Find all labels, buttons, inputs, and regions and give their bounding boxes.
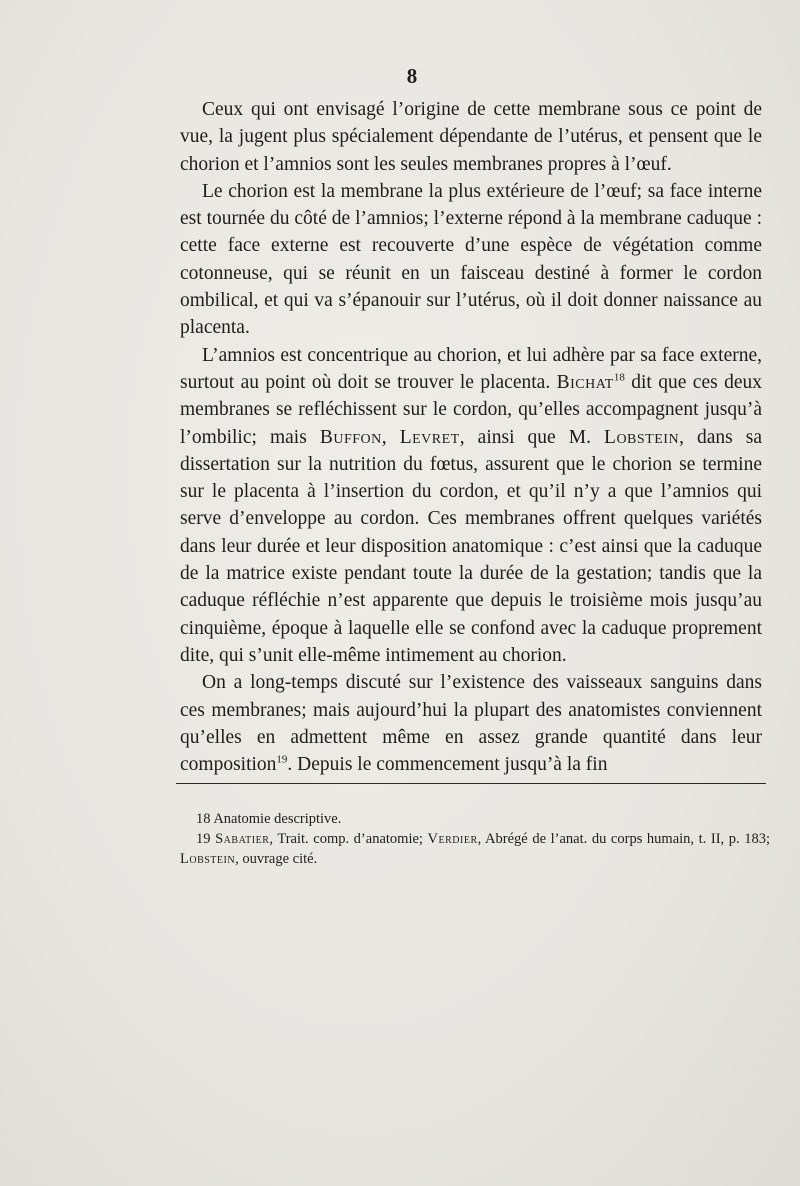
paragraph-4-text-a: On a long-temps discuté sur l’existence des vaisseaux sanguins dans ces membranes; mais aujourd’hui la plupart des anatomistes conviennent qu’elles en admettent même en assez grande quantité dans leur composition: [180, 672, 762, 776]
paragraph-3-text-e: , dans sa dissertation sur la nutrition du fœtus, assurent que le chorion se termine sur le placenta à l’insertion du cordon, et qu’il n’y a que l’amnios qui serve d’enveloppe au cordon. Ces membranes offrent quelques variétés dans leur durée et leur disposition anatomique : c’est ainsi que la caduque de la matrice existe pendant toute la durée de la gestation; tandis que la caduque réfléchie n’est apparente que depuis le troisième mois jusqu’au cinquième, époque à laquelle elle se confond avec la caduque proprement dite, qui s’unit elle-même intimement au chorion.: [180, 426, 763, 666]
footnote-ref-19: 19: [276, 753, 288, 766]
author-lobstein-note: Lobstein: [180, 851, 236, 867]
author-sabatier: Sabatier: [215, 831, 270, 847]
paragraph-3-text-b: dit que ces deux membranes se refléchissent sur le cordon, qu’elles accompagnent jusqu’à l’ombilic; mais: [180, 371, 763, 448]
footnote-19-text-b: , Abrégé de l’anat. du corps humain, t. II, p. 183;: [477, 831, 771, 847]
author-lobstein: Lobstein: [604, 426, 680, 448]
author-buffon: Buffon: [319, 426, 382, 448]
footnote-18: 18 Anatomie descriptive.: [196, 811, 342, 827]
footnote-19-text-a: , Trait. comp. d’anatomie;: [269, 831, 423, 847]
footnote-19-text-c: , ouvrage cité.: [235, 851, 318, 867]
paragraph-1: Ceux qui ont envisagé l’origine de cette membrane sous ce point de vue, la jugent plus spécialement dépendante de l’utérus, et pensent que le chorion et l’amnios sont les seules membranes propres à l’œuf.: [180, 99, 762, 175]
paragraph-3-text-c: ,: [381, 426, 387, 448]
main-text: [180, 96, 762, 778]
paragraph-3-text-a: L’amnios est concentrique au chorion, et lui adhère par sa face externe, surtout au point où doit se trouver le placenta.: [180, 344, 762, 393]
paragraph-4: [180, 669, 762, 778]
footnote-19-number: 19: [196, 831, 211, 847]
footnote-ref-18: 18: [613, 371, 625, 384]
author-levret: Levret: [399, 426, 460, 448]
author-bichat: Bichat: [556, 371, 614, 393]
page-number: 8: [406, 64, 418, 88]
footnotes: [180, 809, 770, 869]
paragraph-3-text-d: , ainsi que M.: [459, 426, 591, 448]
paragraph-2: Le chorion est la membrane la plus extérieure de l’œuf; sa face interne est tournée du côté de l’amnios; l’externe répond à la membrane caduque : cette face externe est recouverte d’une espèce de végétation comme cotonneuse, qui se réunit en un faisceau destiné à former le cordon ombilical, et qui va s’épanouir sur l’utérus, où il doit donner naissance au placenta.: [180, 180, 762, 339]
author-verdier: Verdier: [427, 831, 478, 847]
footnote-19: [180, 829, 770, 869]
paragraph-3: [180, 342, 762, 670]
footnote-divider: [176, 783, 766, 784]
paragraph-4-text-b: . Depuis le commencement jusqu’à la fin: [287, 754, 608, 776]
